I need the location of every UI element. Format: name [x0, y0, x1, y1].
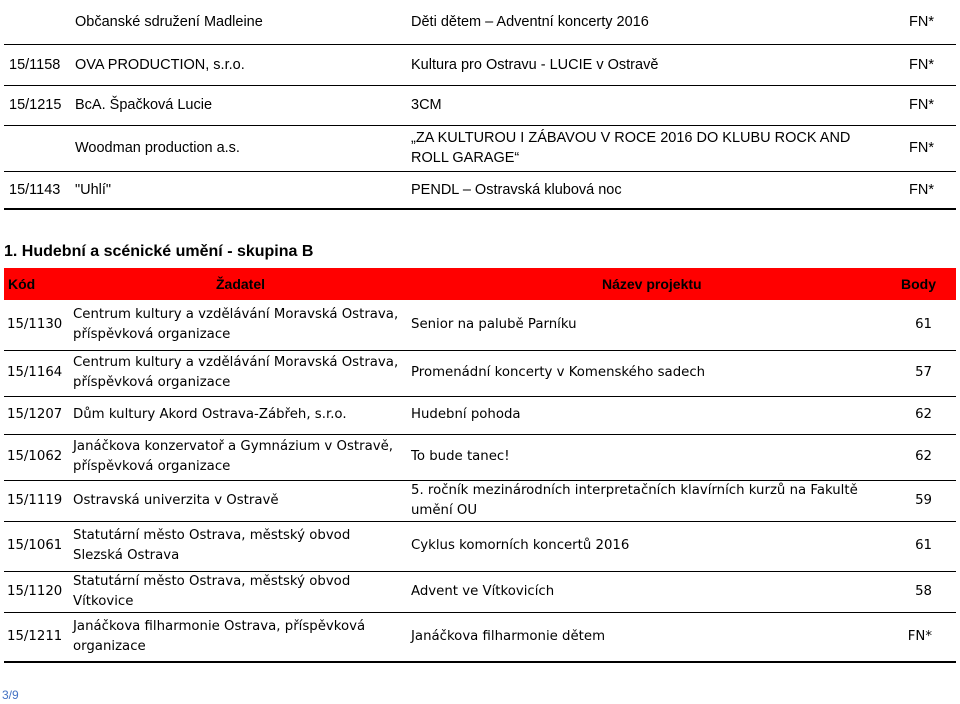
points-cell: FN*	[886, 125, 956, 171]
previous-section-table	[4, 0, 956, 210]
code-cell: 15/1211	[4, 612, 68, 662]
table-row	[4, 44, 956, 85]
table-header	[4, 268, 956, 300]
applicant-cell: OVA PRODUCTION, s.r.o.	[70, 44, 406, 85]
project-cell: Kultura pro Ostravu - LUCIE v Ostravě	[406, 44, 886, 85]
table-row	[4, 0, 956, 44]
code-cell: 15/1119	[4, 480, 68, 521]
project-cell: „ZA KULTUROU I ZÁBAVOU V ROCE 2016 DO KLUBU ROCK AND ROLL GARAGE“	[406, 125, 886, 171]
project-cell: 3CM	[406, 85, 886, 125]
code-cell	[4, 125, 70, 171]
applicant-cell: Ostravská univerzita v Ostravě	[68, 480, 406, 521]
project-cell: Janáčkova filharmonie dětem	[406, 612, 886, 662]
project-cell: 5. ročník mezinárodních interpretačních klavírních kurzů na Fakultě umění OU	[406, 480, 886, 521]
code-cell	[4, 0, 70, 44]
project-cell: PENDL – Ostravská klubová noc	[406, 171, 886, 209]
applicant-cell: Dům kultury Akord Ostrava-Zábřeh, s.r.o.	[68, 396, 406, 434]
code-cell: 15/1215	[4, 85, 70, 125]
project-cell: Promenádní koncerty v Komenského sadech	[406, 350, 886, 396]
points-cell: 61	[915, 316, 932, 332]
code-cell: 15/1164	[4, 350, 68, 396]
table-row	[4, 612, 956, 662]
code-cell: 15/1061	[4, 521, 68, 571]
points-cell: FN*	[886, 612, 956, 662]
project-cell: Senior na palubě Parníku	[411, 316, 577, 332]
applicant-cell: Statutární město Ostrava, městský obvod Slezská Ostrava	[68, 521, 406, 571]
table-row	[4, 521, 956, 571]
points-cell: FN*	[886, 171, 956, 209]
points-cell: FN*	[886, 85, 956, 125]
applicant-cell: Statutární město Ostrava, městský obvod Vítkovice	[68, 571, 406, 612]
points-cell: 58	[886, 571, 956, 612]
header-points: Body	[901, 276, 936, 292]
code-cell: 15/1120	[4, 571, 68, 612]
code-cell: 15/1130	[7, 316, 63, 332]
project-cell: Advent ve Vítkovicích	[406, 571, 886, 612]
applicant-cell: Občanské sdružení Madleine	[75, 13, 263, 30]
table-row	[4, 396, 956, 434]
points-cell: 57	[886, 350, 956, 396]
project-cell: To bude tanec!	[406, 434, 886, 480]
page-number: 3/9	[2, 688, 19, 702]
points-cell: FN*	[909, 13, 934, 30]
applicant-cell: "Uhlí"	[70, 171, 406, 209]
table-row	[4, 350, 956, 396]
applicant-cell: Janáčkova konzervatoř a Gymnázium v Ostravě, příspěvková organizace	[68, 434, 406, 480]
table-row	[4, 571, 956, 612]
table-row	[4, 85, 956, 125]
applicant-cell: Centrum kultury a vzdělávání Moravská Ostrava, příspěvková organizace	[73, 306, 399, 342]
project-cell: Děti dětem – Adventní koncerty 2016	[411, 13, 649, 30]
points-cell: 62	[886, 396, 956, 434]
grants-table	[4, 300, 956, 663]
section-title: 1. Hudební a scénické umění - skupina B	[4, 243, 314, 260]
points-cell: 59	[886, 480, 956, 521]
header-code: Kód	[8, 276, 36, 292]
table-row	[4, 434, 956, 480]
points-cell: 61	[886, 521, 956, 571]
project-cell: Cyklus komorních koncertů 2016	[406, 521, 886, 571]
applicant-cell: Janáčkova filharmonie Ostrava, příspěvková organizace	[68, 612, 406, 662]
table-row	[4, 171, 956, 209]
applicant-cell: BcA. Špačková Lucie	[70, 85, 406, 125]
project-cell: Hudební pohoda	[406, 396, 886, 434]
points-cell: 62	[886, 434, 956, 480]
applicant-cell: Woodman production a.s.	[70, 125, 406, 171]
header-applicant: Žadatel	[216, 276, 266, 292]
table-row	[4, 300, 956, 350]
points-cell: FN*	[886, 44, 956, 85]
table-row	[4, 125, 956, 171]
table-row	[4, 480, 956, 521]
applicant-cell: Centrum kultury a vzdělávání Moravská Ostrava, příspěvková organizace	[68, 350, 406, 396]
code-cell: 15/1062	[4, 434, 68, 480]
code-cell: 15/1207	[4, 396, 68, 434]
code-cell: 15/1143	[4, 171, 70, 209]
header-project: Název projektu	[602, 276, 702, 292]
code-cell: 15/1158	[4, 44, 70, 85]
